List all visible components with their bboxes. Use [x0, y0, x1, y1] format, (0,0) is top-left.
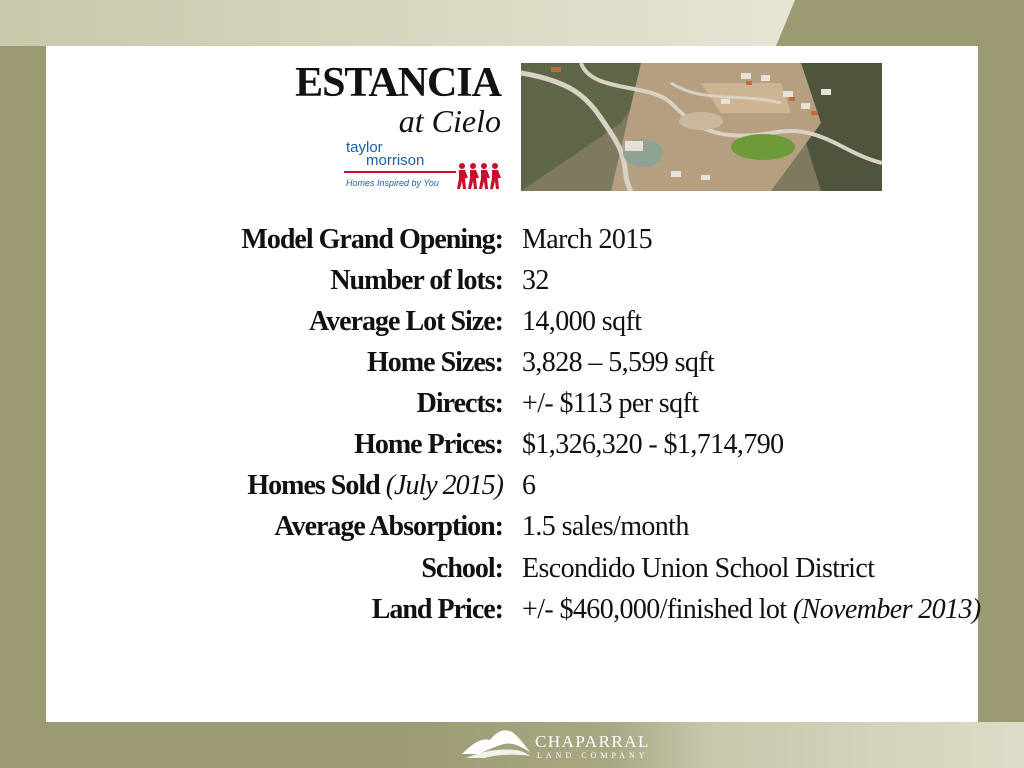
fact-label-school: School:: [421, 553, 503, 584]
builder-logo-line1: taylor: [346, 139, 383, 156]
community-name: ESTANCIA: [295, 60, 501, 106]
fact-label-number-of-lots: Number of lots:: [330, 265, 503, 296]
fact-value-average-absorption: 1.5 sales/month: [522, 511, 689, 542]
builder-logo-line2: morrison: [366, 152, 425, 169]
fact-value-home-sizes: 3,828 – 5,599 sqft: [522, 347, 715, 378]
background-light-band: [0, 0, 1024, 46]
fact-label-land-price: Land Price:: [371, 594, 503, 625]
fact-label-homes-sold: [247, 468, 503, 504]
fact-value-home-prices: $1,326,320 - $1,714,790: [522, 429, 784, 460]
fact-row: [0, 386, 1024, 422]
footer-company-subtitle: LAND COMPANY: [537, 751, 649, 760]
community-subtitle: at Cielo: [398, 103, 501, 139]
fact-label-model-grand-opening: Model Grand Opening:: [241, 224, 503, 255]
fact-value-model-grand-opening: March 2015: [522, 224, 653, 255]
fact-row: [0, 222, 1024, 258]
chaparral-mountain-icon: [460, 724, 532, 760]
fact-value-land-price-note: (November 2013): [792, 594, 981, 625]
fact-value-directs: +/- $113 per sqft: [522, 388, 699, 419]
fact-label-home-sizes: Home Sizes:: [367, 347, 503, 378]
fact-label-average-lot-size: Average Lot Size:: [309, 306, 503, 337]
fact-label-homes-sold-text: Homes Sold: [247, 470, 380, 501]
fact-row: [0, 468, 1024, 504]
fact-value-land-price-text: +/- $460,000/finished lot: [522, 594, 787, 625]
fact-value-homes-sold: 6: [522, 470, 536, 501]
fact-row: [0, 551, 1024, 587]
fact-label-home-prices: Home Prices:: [354, 429, 503, 460]
aerial-photo-icon: [521, 63, 882, 191]
fact-value-land-price: [522, 592, 981, 628]
fact-value-school: Escondido Union School District: [522, 553, 875, 584]
footer-company-name: CHAPARRAL: [535, 732, 650, 751]
fact-value-average-lot-size: 14,000 sqft: [522, 306, 642, 337]
fact-row: [0, 427, 1024, 463]
fact-row: [0, 263, 1024, 299]
builder-logo-tagline: Homes Inspired by You: [346, 178, 439, 188]
builder-logo: [344, 140, 504, 192]
fact-row: [0, 304, 1024, 340]
fact-row: [0, 592, 1024, 628]
fact-label-average-absorption: Average Absorption:: [274, 511, 503, 542]
fact-label-homes-sold-note: (July 2015): [385, 470, 503, 501]
community-title: [295, 60, 501, 138]
fact-row: [0, 345, 1024, 381]
fact-row: [0, 509, 1024, 545]
fact-label-directs: Directs:: [416, 388, 503, 419]
builder-logo-divider: [344, 171, 456, 173]
fact-value-number-of-lots: 32: [522, 265, 549, 296]
builder-figures-icon: [454, 162, 504, 190]
